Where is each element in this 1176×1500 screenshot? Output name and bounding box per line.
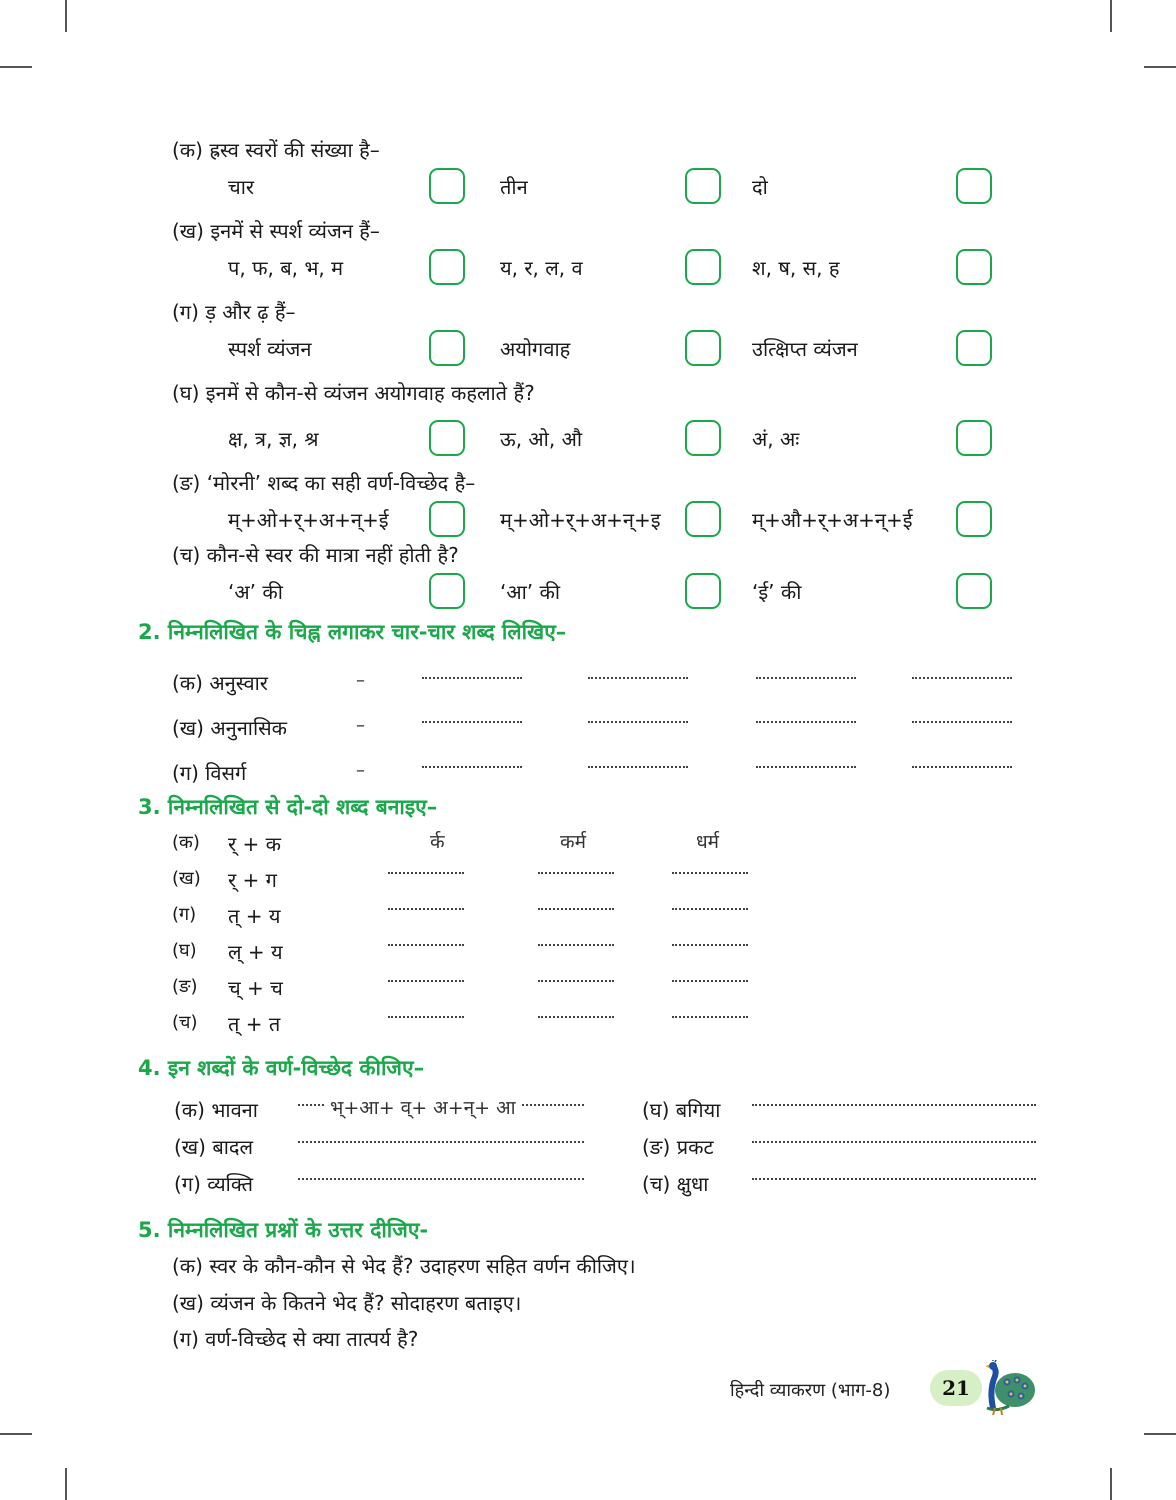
mcq-question: (क) ह्रस्व स्वरों की संख्या है– [172, 138, 380, 162]
q3-label: (घ) [172, 940, 197, 961]
mcq-option: ‘आ’ की [500, 580, 561, 604]
answer-checkbox[interactable] [685, 168, 721, 204]
answer-checkbox[interactable] [429, 249, 465, 285]
q4-word: (ङ) प्रकट [642, 1135, 714, 1159]
q5-item: (ग) वर्ण-विच्छेद से क्या तात्पर्य है? [172, 1327, 419, 1351]
answer-blank[interactable] [388, 908, 464, 910]
q2-item: (क) अनुस्वार [172, 671, 268, 695]
example-answer: भ्+आ+ व्+ अ+न्+ आ [326, 1094, 520, 1120]
answer-checkbox[interactable] [429, 330, 465, 366]
mcq-option: अयोगवाह [500, 337, 571, 361]
answer-blank[interactable] [298, 1141, 584, 1143]
answer-checkbox[interactable] [956, 420, 992, 456]
example-word: कर्म [560, 831, 586, 853]
mcq-option: दो [752, 175, 768, 199]
answer-blank[interactable] [422, 766, 522, 768]
q5-heading: 5. निम्नलिखित प्रश्नों के उत्तर दीजिए- [138, 1218, 429, 1242]
crop-mark [1110, 1468, 1112, 1500]
q3-expr: ल् + य [228, 940, 283, 964]
answer-blank[interactable] [672, 944, 748, 946]
q3-label: (ख) [172, 868, 201, 889]
answer-blank[interactable] [912, 766, 1012, 768]
q4-word: (घ) बगिया [642, 1098, 721, 1122]
q3-label: (ङ) [172, 976, 198, 997]
mcq-question: (घ) इनमें से कौन-से व्यंजन अयोगवाह कहलाते हैं? [172, 381, 535, 405]
answer-checkbox[interactable] [685, 501, 721, 537]
crop-mark [1144, 66, 1176, 68]
answer-blank[interactable] [388, 980, 464, 982]
answer-blank[interactable] [588, 766, 688, 768]
answer-blank[interactable] [912, 721, 1012, 723]
answer-checkbox[interactable] [956, 249, 992, 285]
crop-mark [1110, 0, 1112, 32]
mcq-option: उत्क्षिप्त व्यंजन [752, 337, 858, 361]
q5-item: (ख) व्यंजन के कितने भेद हैं? सोदाहरण बताइए। [172, 1291, 522, 1315]
q3-label: (ग) [172, 904, 197, 925]
answer-blank[interactable] [752, 1178, 1036, 1180]
crop-mark [65, 0, 67, 32]
q4-word: (च) क्षुधा [642, 1172, 709, 1196]
answer-checkbox[interactable] [685, 330, 721, 366]
answer-blank[interactable] [538, 872, 614, 874]
answer-blank[interactable] [538, 944, 614, 946]
q2-heading: 2. निम्नलिखित के चिह्न लगाकर चार-चार शब्द लिखिए– [138, 620, 567, 644]
answer-blank[interactable] [672, 908, 748, 910]
mcq-option: स्पर्श व्यंजन [228, 337, 312, 361]
q5-item: (क) स्वर के कौन-कौन से भेद हैं? उदाहरण सहित वर्णन कीजिए। [172, 1254, 636, 1278]
q3-label: (च) [172, 1012, 198, 1033]
answer-blank[interactable] [388, 872, 464, 874]
q2-item: (ग) विसर्ग [172, 761, 247, 785]
q2-dash: – [356, 715, 365, 736]
crop-mark [0, 1433, 32, 1435]
q2-item: (ख) अनुनासिक [172, 716, 288, 740]
answer-checkbox[interactable] [956, 501, 992, 537]
q3-expr: र् + क [228, 832, 282, 856]
q3-heading: 3. निम्नलिखित से दो-दो शब्द बनाइए– [138, 795, 438, 819]
q3-label: (क) [172, 832, 200, 853]
answer-checkbox[interactable] [685, 573, 721, 609]
answer-blank[interactable] [538, 1016, 614, 1018]
mcq-option: य, र, ल, व [500, 256, 583, 280]
answer-checkbox[interactable] [429, 573, 465, 609]
answer-blank[interactable] [752, 1141, 1036, 1143]
mcq-option: म्+ओ+र्+अ+न्+इ [500, 508, 661, 532]
answer-blank[interactable] [756, 721, 856, 723]
answer-blank[interactable] [422, 721, 522, 723]
q3-expr: त् + य [228, 904, 281, 928]
answer-blank[interactable] [752, 1104, 1036, 1106]
answer-blank[interactable] [538, 908, 614, 910]
mcq-question: (ग) ड़ और ढ़ हैं– [172, 300, 296, 324]
answer-blank[interactable] [388, 1016, 464, 1018]
answer-blank[interactable] [672, 980, 748, 982]
book-title: हिन्दी व्याकरण (भाग-8) [730, 1380, 891, 1401]
mcq-option: अं, अः [752, 427, 800, 451]
mcq-option: ‘ई’ की [752, 580, 802, 604]
answer-blank[interactable] [538, 980, 614, 982]
q2-dash: – [356, 760, 365, 781]
q3-expr: च् + च [228, 976, 283, 1000]
mcq-option: प, फ, ब, भ, म [228, 256, 344, 280]
answer-checkbox[interactable] [685, 420, 721, 456]
mcq-option: श, ष, स, ह [752, 256, 840, 280]
answer-checkbox[interactable] [429, 168, 465, 204]
answer-blank[interactable] [422, 677, 522, 679]
answer-blank[interactable] [588, 677, 688, 679]
mcq-option: ऊ, ओ, औ [500, 427, 583, 451]
answer-blank[interactable] [388, 944, 464, 946]
answer-blank[interactable] [298, 1178, 584, 1180]
mcq-option: चार [228, 175, 255, 199]
mcq-question: (ङ) ‘मोरनी’ शब्द का सही वर्ण-विच्छेद है– [172, 471, 476, 495]
answer-checkbox[interactable] [429, 420, 465, 456]
answer-blank[interactable] [672, 1016, 748, 1018]
crop-mark [65, 1468, 67, 1500]
q4-word: (क) भावना [174, 1098, 258, 1122]
answer-blank[interactable] [672, 872, 748, 874]
answer-blank[interactable] [756, 766, 856, 768]
answer-checkbox[interactable] [956, 573, 992, 609]
answer-blank[interactable] [588, 721, 688, 723]
q4-word: (ख) बादल [174, 1135, 254, 1159]
crop-mark [1144, 1433, 1176, 1435]
q4-heading: 4. इन शब्दों के वर्ण-विच्छेद कीजिए– [138, 1056, 425, 1080]
answer-checkbox[interactable] [685, 249, 721, 285]
peacock-icon [975, 1360, 1037, 1416]
mcq-option: तीन [500, 175, 528, 199]
q3-expr: र् + ग [228, 868, 277, 892]
mcq-option: म्+औ+र्+अ+न्+ई [752, 508, 913, 532]
q4-word: (ग) व्यक्ति [174, 1172, 253, 1196]
mcq-option: क्ष, त्र, ज्ञ, श्र [228, 427, 319, 451]
q3-expr: त् + त [228, 1012, 281, 1036]
answer-checkbox[interactable] [956, 168, 992, 204]
answer-blank[interactable] [912, 677, 1012, 679]
example-word: धर्म [696, 831, 720, 853]
q2-dash: – [356, 670, 365, 691]
crop-mark [0, 66, 32, 68]
answer-blank[interactable] [756, 677, 856, 679]
mcq-option: म्+ओ+र्+अ+न्+ई [228, 508, 389, 532]
answer-checkbox[interactable] [956, 330, 992, 366]
mcq-question: (ख) इनमें से स्पर्श व्यंजन हैं– [172, 219, 380, 243]
mcq-option: ‘अ’ की [228, 580, 283, 604]
example-word: र्क [430, 831, 445, 853]
mcq-question: (च) कौन-से स्वर की मात्रा नहीं होती है? [172, 543, 459, 567]
answer-checkbox[interactable] [429, 501, 465, 537]
page-number: 21 [930, 1370, 982, 1406]
